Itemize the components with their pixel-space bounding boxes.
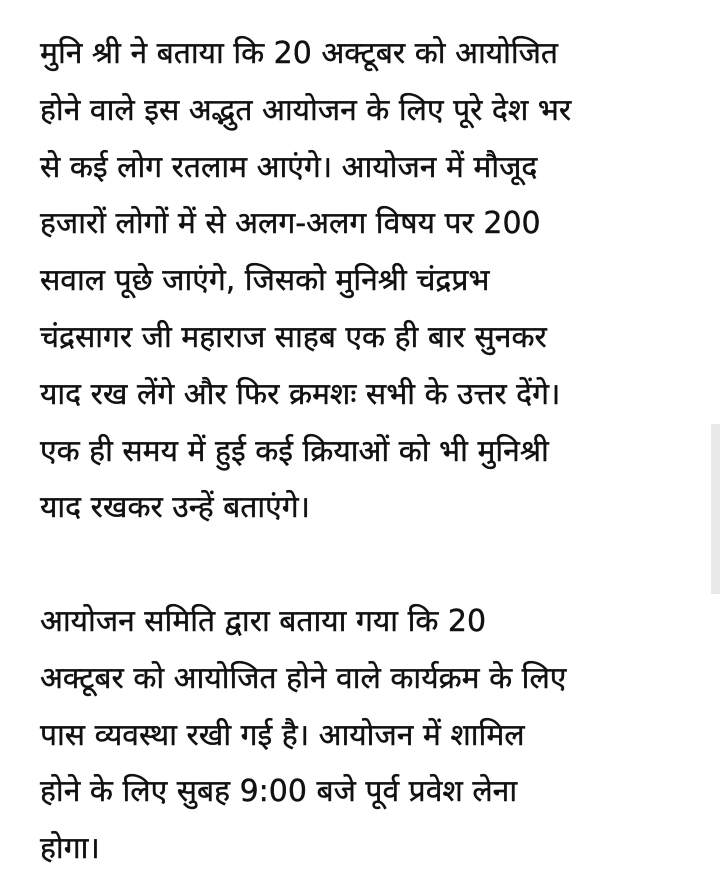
scroll-edge-indicator (711, 424, 720, 594)
paragraph-line: एक ही समय में हुई कई क्रियाओं को भी मुनिश्री (40, 433, 549, 469)
paragraph-spacer (40, 537, 690, 594)
paragraph-line: सवाल पूछे जाएंगे, जिसको मुनिश्री चंद्रप्रभ (40, 263, 490, 299)
paragraph-1 (40, 26, 690, 537)
paragraph-2 (40, 594, 690, 878)
paragraph-line: आयोजन समिति द्वारा बताया गया कि 20 (40, 603, 487, 639)
paragraph-line: से कई लोग रतलाम आएंगे। आयोजन में मौजूद (40, 149, 538, 185)
paragraph-line: मुनि श्री ने बताया कि 20 अक्टूबर को आयोजित (40, 36, 559, 71)
paragraph-line: याद रख लेंगे और फिर क्रमशः सभी के उत्तर देंगे। (40, 376, 561, 412)
paragraph-line: होने वाले इस अद्भुत आयोजन के लिए पूरे देश भर (40, 92, 572, 128)
paragraph-line: होने के लिए सुबह 9:00 बजे पूर्व प्रवेश लेना (40, 774, 518, 810)
article-body (40, 26, 690, 878)
paragraph-line: हजारों लोगों में से अलग-अलग विषय पर 200 (40, 206, 541, 242)
paragraph-line: चंद्रसागर जी महाराज साहब एक ही बार सुनकर (40, 319, 547, 355)
paragraph-line: पास व्यवस्था रखी गई है। आयोजन में शामिल (40, 717, 525, 753)
paragraph-line: अक्टूबर को आयोजित होने वाले कार्यक्रम के लिए (40, 660, 567, 696)
paragraph-line: होगा। (40, 831, 100, 867)
paragraph-line: याद रखकर उन्हें बताएंगे। (40, 490, 311, 526)
